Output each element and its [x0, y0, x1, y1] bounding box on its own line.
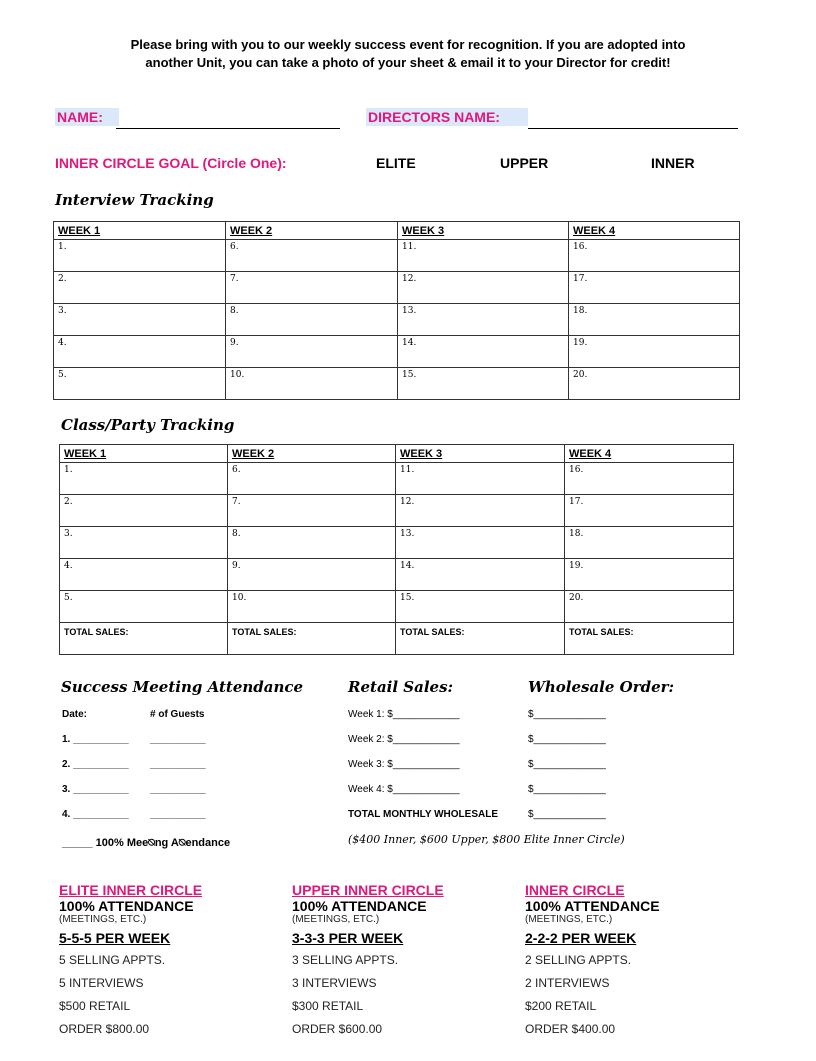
party-cell[interactable]: 9.: [228, 559, 396, 591]
directors-name-label: DIRECTORS NAME:: [366, 108, 528, 126]
retail-week-1[interactable]: Week 1: $____________: [348, 709, 460, 720]
party-cell[interactable]: 20.: [565, 591, 734, 623]
interview-table: [53, 221, 740, 400]
goal-label: INNER CIRCLE GOAL (Circle One):: [55, 155, 287, 171]
goal-option-elite[interactable]: ELITE: [376, 155, 416, 171]
party-cell[interactable]: 19.: [565, 559, 734, 591]
party-cell[interactable]: 8.: [228, 527, 396, 559]
upper-frequency: 3-3-3 PER WEEK: [292, 930, 404, 946]
party-total-sales[interactable]: TOTAL SALES:: [396, 623, 565, 655]
attendance-date-row[interactable]: 4. __________: [62, 809, 129, 820]
party-cell[interactable]: 13.: [396, 527, 565, 559]
interview-cell[interactable]: 9.: [226, 336, 398, 368]
directors-name-field[interactable]: [528, 128, 738, 129]
inner-item: ORDER $400.00: [525, 1022, 616, 1036]
party-week-2: WEEK 2: [228, 445, 396, 463]
intro-line-1: Please bring with you to our weekly success event for recognition. If you are adopted into: [130, 37, 686, 52]
interview-cell[interactable]: 20.: [569, 368, 740, 400]
retail-sales-title: Retail Sales:: [348, 678, 454, 696]
upper-inner-circle-column: [292, 882, 502, 1036]
party-cell[interactable]: 7.: [228, 495, 396, 527]
upper-item: ORDER $600.00: [292, 1022, 383, 1036]
upper-attendance: 100% ATTENDANCE: [292, 898, 427, 914]
interview-cell[interactable]: 17.: [569, 272, 740, 304]
elite-item: 5 SELLING APPTS.: [59, 953, 166, 967]
wholesale-note: ($400 Inner, $600 Upper, $800 Elite Inner Circle): [348, 833, 625, 846]
party-cell[interactable]: 5.: [60, 591, 228, 623]
wholesale-blank[interactable]: $_____________: [528, 734, 606, 745]
party-cell[interactable]: 11.: [396, 463, 565, 495]
upper-inner-circle-title: UPPER INNER CIRCLE: [292, 882, 444, 898]
interview-cell[interactable]: 18.: [569, 304, 740, 336]
retail-week-2[interactable]: Week 2: $____________: [348, 734, 460, 745]
interview-cell[interactable]: 1.: [54, 240, 226, 272]
inner-item: $200 RETAIL: [525, 999, 597, 1013]
party-cell[interactable]: 10.: [228, 591, 396, 623]
retail-week-3[interactable]: Week 3: $____________: [348, 759, 460, 770]
interview-cell[interactable]: 8.: [226, 304, 398, 336]
name-label: NAME:: [55, 108, 119, 126]
interview-cell[interactable]: 11.: [398, 240, 569, 272]
goal-option-inner[interactable]: INNER: [651, 155, 695, 171]
party-total-sales[interactable]: TOTAL SALES:: [565, 623, 734, 655]
intro-text: [40, 36, 776, 72]
party-cell[interactable]: 12.: [396, 495, 565, 527]
interview-cell[interactable]: 7.: [226, 272, 398, 304]
party-cell[interactable]: 14.: [396, 559, 565, 591]
wholesale-total-blank[interactable]: $_____________: [528, 809, 606, 820]
upper-item: 3 SELLING APPTS.: [292, 953, 399, 967]
party-cell[interactable]: 6.: [228, 463, 396, 495]
party-cell[interactable]: 1.: [60, 463, 228, 495]
attendance-date-row[interactable]: 1. __________: [62, 734, 129, 745]
attendance-guest-blank[interactable]: __________: [150, 784, 206, 795]
interview-cell[interactable]: 16.: [569, 240, 740, 272]
interview-cell[interactable]: 6.: [226, 240, 398, 272]
interview-tracking-title: Interview Tracking: [55, 191, 214, 209]
party-tracking-title: Class/Party Tracking: [61, 416, 235, 434]
inner-attendance: 100% ATTENDANCE: [525, 898, 660, 914]
upper-item: 3 INTERVIEWS: [292, 976, 377, 990]
interview-cell[interactable]: 13.: [398, 304, 569, 336]
party-cell[interactable]: 4.: [60, 559, 228, 591]
interview-cell[interactable]: 10.: [226, 368, 398, 400]
party-total-sales[interactable]: TOTAL SALES:: [60, 623, 228, 655]
elite-item: 5 INTERVIEWS: [59, 976, 144, 990]
attendance-guests-label: # of Guests: [150, 709, 205, 720]
interview-cell[interactable]: 3.: [54, 304, 226, 336]
attendance-date-label: Date:: [62, 709, 88, 720]
attendance-date-row[interactable]: 2. __________: [62, 759, 129, 770]
interview-cell[interactable]: 2.: [54, 272, 226, 304]
interview-cell[interactable]: 14.: [398, 336, 569, 368]
inner-circle-title: INNER CIRCLE: [525, 882, 625, 898]
inner-frequency: 2-2-2 PER WEEK: [525, 930, 637, 946]
interview-week-3: WEEK 3: [398, 222, 569, 240]
party-table: [59, 444, 734, 655]
elite-frequency: 5-5-5 PER WEEK: [59, 930, 171, 946]
interview-week-1: WEEK 1: [54, 222, 226, 240]
inner-circle-column: [525, 882, 735, 1036]
elite-inner-circle-column: [59, 882, 269, 1036]
party-week-3: WEEK 3: [396, 445, 565, 463]
party-week-1: WEEK 1: [60, 445, 228, 463]
party-cell[interactable]: 16.: [565, 463, 734, 495]
wholesale-blank[interactable]: $_____________: [528, 759, 606, 770]
intro-line-2: another Unit, you can take a photo of your sheet & email it to your Director for credit!: [145, 55, 671, 70]
party-cell[interactable]: 18.: [565, 527, 734, 559]
inner-meetings-note: (MEETINGS, ETC.): [525, 914, 613, 925]
elite-inner-circle-title: ELITE INNER CIRCLE: [59, 882, 203, 898]
wholesale-blank[interactable]: $_____________: [528, 784, 606, 795]
interview-week-2: WEEK 2: [226, 222, 398, 240]
name-field[interactable]: [116, 128, 340, 129]
upper-meetings-note: (MEETINGS, ETC.): [292, 914, 380, 925]
party-cell[interactable]: 15.: [396, 591, 565, 623]
elite-meetings-note: (MEETINGS, ETC.): [59, 914, 147, 925]
attendance-guest-blank[interactable]: __________: [150, 809, 206, 820]
inner-item: 2 INTERVIEWS: [525, 976, 610, 990]
attendance-guest-blank[interactable]: __________: [150, 759, 206, 770]
interview-cell[interactable]: 19.: [569, 336, 740, 368]
retail-week-4[interactable]: Week 4: $____________: [348, 784, 460, 795]
attendance-guest-blank[interactable]: __________: [150, 734, 206, 745]
attendance-title: Success Meeting Attendance: [61, 678, 304, 696]
interview-week-4: WEEK 4: [569, 222, 740, 240]
elite-item: ORDER $800.00: [59, 1022, 150, 1036]
upper-item: $300 RETAIL: [292, 999, 364, 1013]
attendance-100-percent[interactable]: _____ 100% Mee⍉ng A⍉endance: [62, 837, 231, 849]
elite-attendance: 100% ATTENDANCE: [59, 898, 194, 914]
party-week-4: WEEK 4: [565, 445, 734, 463]
goal-option-upper[interactable]: UPPER: [500, 155, 549, 171]
wholesale-blank[interactable]: $_____________: [528, 709, 606, 720]
party-cell[interactable]: 2.: [60, 495, 228, 527]
interview-cell[interactable]: 5.: [54, 368, 226, 400]
attendance-date-row[interactable]: 3. __________: [62, 784, 129, 795]
party-cell[interactable]: 17.: [565, 495, 734, 527]
interview-cell[interactable]: 4.: [54, 336, 226, 368]
party-cell[interactable]: 3.: [60, 527, 228, 559]
interview-cell[interactable]: 15.: [398, 368, 569, 400]
total-monthly-wholesale-label: TOTAL MONTHLY WHOLESALE: [348, 809, 499, 820]
interview-cell[interactable]: 12.: [398, 272, 569, 304]
wholesale-order-title: Wholesale Order:: [528, 678, 675, 696]
inner-item: 2 SELLING APPTS.: [525, 953, 632, 967]
elite-item: $500 RETAIL: [59, 999, 131, 1013]
party-total-sales[interactable]: TOTAL SALES:: [228, 623, 396, 655]
